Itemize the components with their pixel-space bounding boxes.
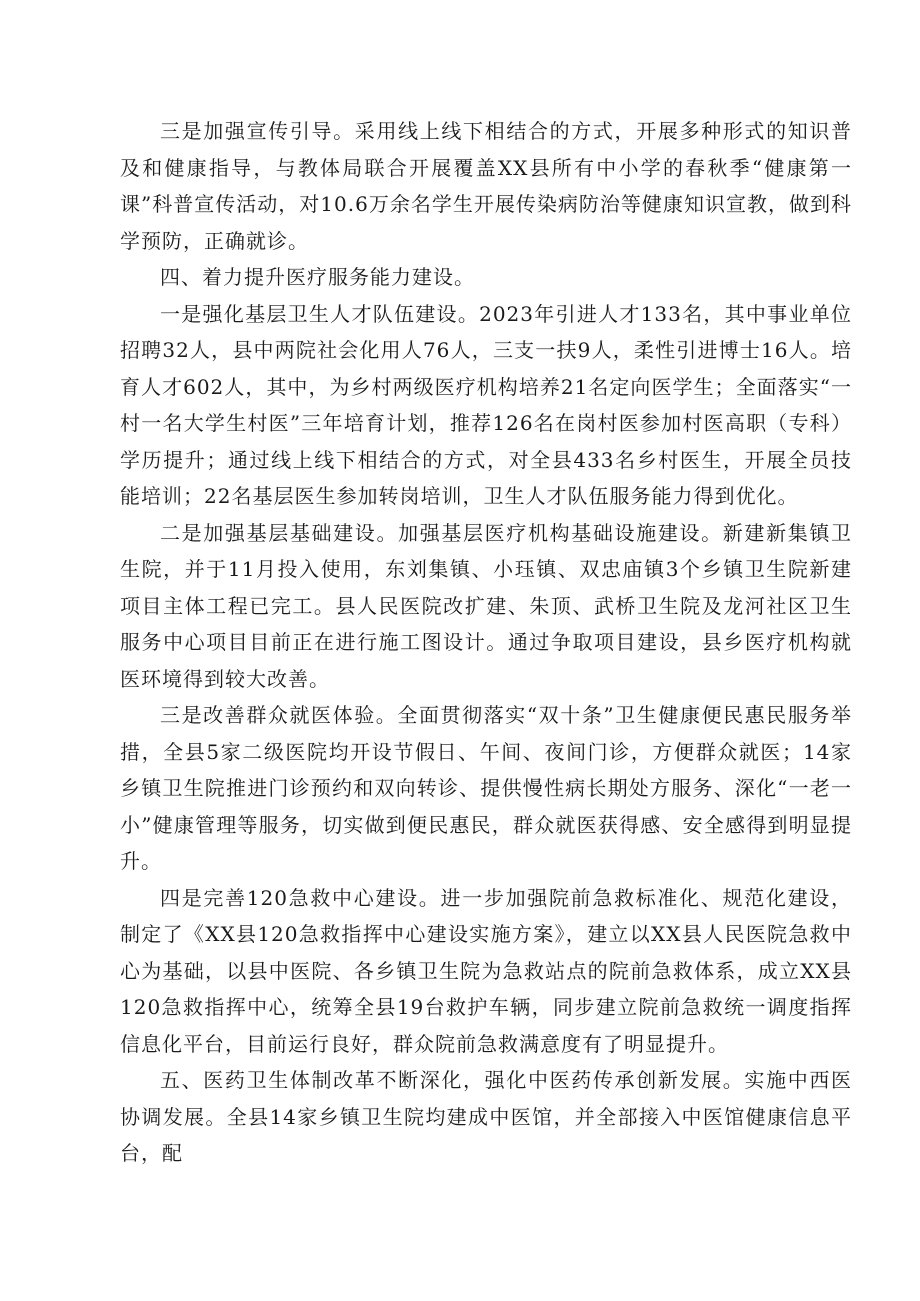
paragraph-patient-experience: 三是改善群众就医体验。全面贯彻落实“双十条”卫生健康便民惠民服务举措，全县5家二级医院均开设节假日、午间、夜间门诊，方便群众就医；14家乡镇卫生院推进门诊预约和双向转诊、提供慢性病长期处方服务、深化“一老一小”健康管理等服务，切实做到便民惠民，群众就医获得感、安全感得到明显提升。: [120, 703, 852, 873]
paragraph-publicity-guidance: 三是加强宣传引导。采用线上线下相结合的方式，开展多种形式的知识普及和健康指导，与教体局联合开展覆盖XX县所有中小学的春秋季“健康第一课”科普宣传活动，对10.6万余名学生开展传染病防治等健康知识宣教，做到科学预防，正确就诊。: [120, 119, 852, 253]
section-heading-medical-service: 四、着力提升医疗服务能力建设。: [160, 265, 475, 289]
paragraph-emergency-center: 四是完善120急救中心建设。进一步加强院前急救标准化、规范化建设，制定了《XX县120急救指挥中心建设实施方案》，建立以XX县人民医院急救中心为基础，以县中医院、各乡镇卫生院为急救站点的院前急救体系，成立XX县120急救指挥中心，统筹全县19台救护车辆，同步建立院前急救统一调度指挥信息化平台，目前运行良好，群众院前急救满意度有了明显提升。: [120, 885, 852, 1056]
paragraph-talent-team: 一是强化基层卫生人才队伍建设。2023年引进人才133名，其中事业单位招聘32人，县中两院社会化用人76人，三支一扶9人，柔性引进博士16人。培育人才602人，其中，为乡村两级医疗机构培养21名定向医学生；全面落实“一村一名大学生村医”三年培育计划，推荐126名在岗村医参加村医高职（专科）学历提升；通过线上线下相结合的方式，对全县433名乡村医生，开展全员技能培训；22名基层医生参加转岗培训，卫生人才队伍服务能力得到优化。: [120, 301, 852, 508]
paragraph-infrastructure: 二是加强基层基础建设。加强基层医疗机构基础设施建设。新建新集镇卫生院，并于11月投入使用，东刘集镇、小珏镇、双忠庙镇3个乡镇卫生院新建项目主体工程已完工。县人民医院改扩建、朱顶、武桥卫生院及龙河社区卫生服务中心项目目前正在进行施工图设计。通过争取项目建设，县乡医疗机构就医环境得到较大改善。: [120, 520, 852, 691]
paragraph-medical-reform: 五、医药卫生体制改革不断深化，强化中医药传承创新发展。实施中西医协调发展。全县14家乡镇卫生院均建成中医馆，并全部接入中医馆健康信息平台，配: [120, 1068, 852, 1165]
document-body: [120, 113, 852, 1172]
